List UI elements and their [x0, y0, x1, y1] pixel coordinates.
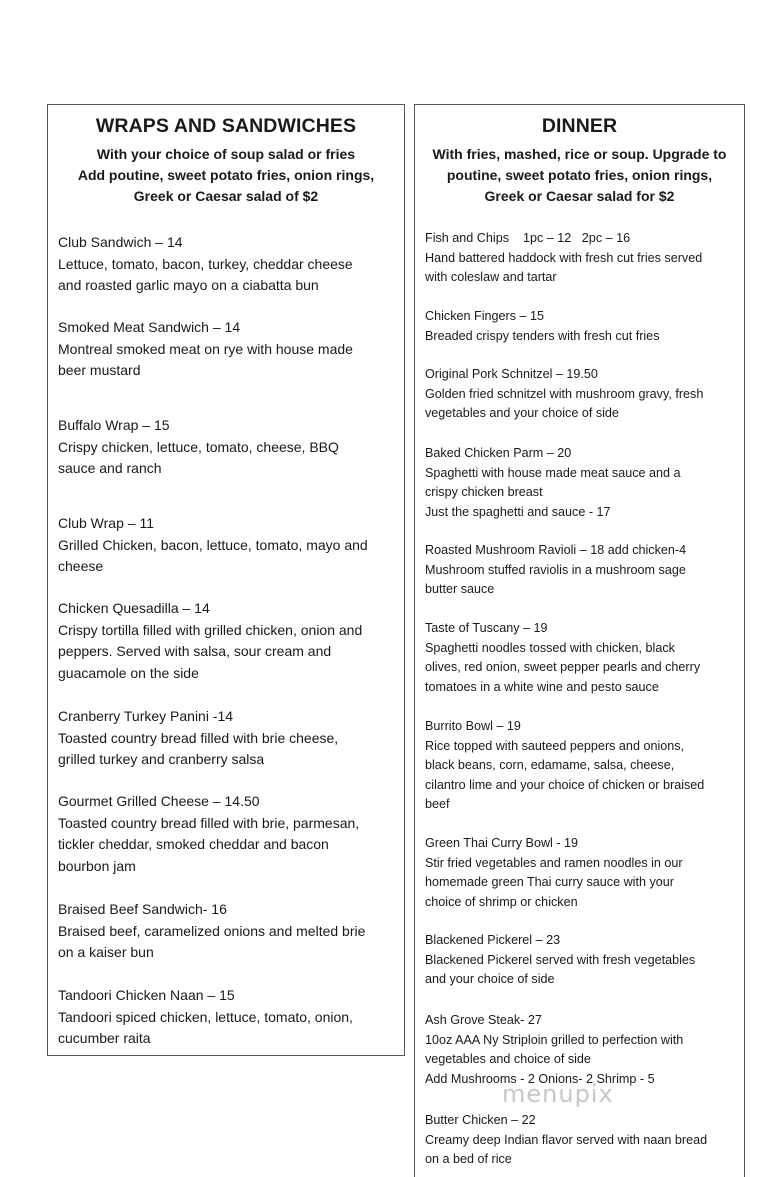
menu-item-description: peppers. Served with salsa, sour cream and — [58, 643, 332, 659]
menu-item-description: black beans, corn, edamame, salsa, cheese, — [425, 758, 675, 772]
menu-item-description: Just the spaghetti and sauce - 17 — [425, 504, 611, 519]
watermark-logo: menupix — [502, 1080, 614, 1108]
menu-item-description: olives, red onion, sweet pepper pearls and cherry — [425, 660, 701, 674]
menu-item-description: Lettuce, tomato, bacon, turkey, cheddar cheese — [58, 255, 353, 272]
menu-item — [425, 1111, 734, 1170]
menu-item-description: vegetables and choice of side — [425, 1052, 591, 1066]
menu-item-description: butter sauce — [425, 582, 495, 596]
menu-item-name: Braised Beef Sandwich- 16 — [58, 901, 227, 917]
menu-item — [425, 619, 734, 697]
menu-item-description: Montreal smoked meat on rye with house made — [58, 340, 353, 357]
menu-item-description: Breaded crispy tenders with fresh cut fries — [425, 328, 660, 343]
menu-item-description: with coleslaw and tartar — [425, 270, 557, 284]
menu-item-name: Blackened Pickerel – 23 — [425, 933, 561, 947]
menu-item-description: choice of shrimp or chicken — [425, 894, 578, 909]
menu-item-description: Spaghetti noodles tossed with chicken, black — [425, 640, 675, 655]
menu-item-name: Roasted Mushroom Ravioli – 18 add chicken-4 — [425, 543, 687, 557]
menu-item-description: Spaghetti with house made meat sauce and a — [425, 465, 681, 480]
menu-item-description: guacamole on the side — [58, 664, 199, 681]
menu-item — [58, 598, 394, 684]
menu-item-description: Mushroom stuffed raviolis in a mushroom sage — [425, 562, 686, 577]
menu-item-description: cilantro lime and your choice of chicken or braised — [425, 777, 705, 792]
section-title: DINNER — [541, 115, 618, 137]
menu-item-name: Chicken Quesadilla – 14 — [58, 600, 210, 616]
section-subtitle-line: Greek or Caesar salad of $2 — [133, 188, 319, 204]
menu-item-description: and your choice of side — [425, 972, 555, 986]
menu-item-description: Crispy tortilla filled with grilled chicken, onion and — [58, 621, 363, 638]
menu-item — [425, 834, 734, 912]
menu-item-description: Hand battered haddock with fresh cut fries served — [425, 250, 703, 265]
section-title: WRAPS AND SANDWICHES — [95, 115, 357, 137]
menu-item-name: Original Pork Schnitzel – 19.50 — [425, 367, 598, 381]
menu-item — [58, 899, 394, 964]
menu-item-description: tickler cheddar, smoked cheddar and bacon — [58, 836, 329, 852]
menu-item-description: and roasted garlic mayo on a ciabatta bun — [58, 277, 319, 293]
menu-item-description: cheese — [58, 558, 104, 574]
menu-item-description: vegetables and your choice of side — [425, 406, 619, 420]
menu-item — [425, 541, 734, 600]
menu-item-description: tomatoes in a white wine and pesto sauce — [425, 679, 659, 694]
menu-item-name: Club Sandwich – 14 — [58, 234, 183, 250]
menu-item-description: Tandoori spiced chicken, lettuce, tomato, onion, — [58, 1008, 353, 1025]
section-subtitle-line: With your choice of soup salad or fries — [96, 146, 356, 162]
menu-item-description: on a kaiser bun — [58, 944, 154, 960]
wraps-sandwiches-section — [47, 104, 405, 1056]
menu-item — [425, 365, 734, 424]
menu-item-name: Burrito Bowl – 19 — [425, 719, 521, 733]
menu-item — [425, 717, 734, 815]
menu-item — [58, 232, 394, 297]
menu-item — [425, 444, 734, 522]
dinner-section — [414, 104, 745, 1177]
menu-item-description: Grilled Chicken, bacon, lettuce, tomato, mayo and — [58, 536, 368, 553]
menu-item-description: beer mustard — [58, 362, 141, 378]
menu-item-name: Baked Chicken Parm – 20 — [425, 446, 572, 460]
menu-item — [58, 985, 394, 1050]
menu-item-description: Creamy deep Indian flavor served with naan bread — [425, 1132, 708, 1147]
menu-item-name: Taste of Tuscany – 19 — [425, 621, 548, 635]
menu-item-description: Stir fried vegetables and ramen noodles in our — [425, 855, 683, 870]
menu-item — [425, 307, 734, 346]
menu-item — [58, 317, 394, 382]
menu-item — [58, 791, 394, 877]
menu-item-description: sauce and ranch — [58, 460, 162, 476]
menu-item-description: cucumber raita — [58, 1030, 151, 1046]
menu-item-name: Club Wrap – 11 — [58, 515, 154, 531]
menu-item — [58, 513, 394, 578]
menu-item-name: Fish and Chips 1pc – 12 2pc – 16 — [425, 231, 631, 245]
menu-item-description: Braised beef, caramelized onions and melted brie — [58, 922, 366, 939]
menu-item-description: on a bed of rice — [425, 1152, 512, 1166]
menu-item-name: Green Thai Curry Bowl - 19 — [425, 836, 579, 850]
menu-item — [425, 1011, 734, 1089]
section-subtitle-line: Add poutine, sweet potato fries, onion rings, — [77, 167, 375, 183]
menu-item-description: 10oz AAA Ny Striploin grilled to perfection with — [425, 1032, 684, 1047]
menu-item-description: Rice topped with sauteed peppers and onions, — [425, 738, 685, 753]
section-subtitle-line: With fries, mashed, rice or soup. Upgrade to — [432, 146, 727, 162]
menu-item — [58, 415, 394, 480]
menu-item-name: Tandoori Chicken Naan – 15 — [58, 987, 235, 1003]
menu-item-description: Crispy chicken, lettuce, tomato, cheese, BBQ — [58, 438, 339, 455]
menu-item-description: Toasted country bread filled with brie, parmesan, — [58, 814, 360, 831]
menu-item — [58, 706, 394, 771]
menu-item-description: Golden fried schnitzel with mushroom gravy, fresh — [425, 386, 704, 401]
menu-item — [425, 229, 734, 288]
section-subtitle-line: poutine, sweet potato fries, onion rings, — [446, 167, 713, 183]
menu-item-name: Smoked Meat Sandwich – 14 — [58, 319, 241, 335]
menu-item-description: crispy chicken breast — [425, 485, 543, 499]
menu-item-name: Butter Chicken – 22 — [425, 1113, 536, 1127]
menu-item-name: Gourmet Grilled Cheese – 14.50 — [58, 793, 260, 809]
section-subtitle-line: Greek or Caesar salad for $2 — [484, 188, 675, 204]
menu-item-description: beef — [425, 797, 450, 811]
menu-item-description: Add Mushrooms - 2 Onions- 2 Shrimp - 5 — [425, 1071, 655, 1086]
menu-item-name: Buffalo Wrap – 15 — [58, 417, 170, 433]
menu-item-description: grilled turkey and cranberry salsa — [58, 751, 265, 767]
menu-item-description: bourbon jam — [58, 857, 136, 874]
menu-item-description: homemade green Thai curry sauce with your — [425, 875, 674, 889]
menu-item — [425, 931, 734, 990]
menu-item-name: Ash Grove Steak- 27 — [425, 1013, 542, 1027]
menu-item-name: Cranberry Turkey Panini -14 — [58, 708, 234, 724]
menu-item-name: Chicken Fingers – 15 — [425, 309, 545, 323]
menu-item-description: Toasted country bread filled with brie cheese, — [58, 729, 339, 746]
menu-item-description: Blackened Pickerel served with fresh vegetables — [425, 952, 696, 967]
